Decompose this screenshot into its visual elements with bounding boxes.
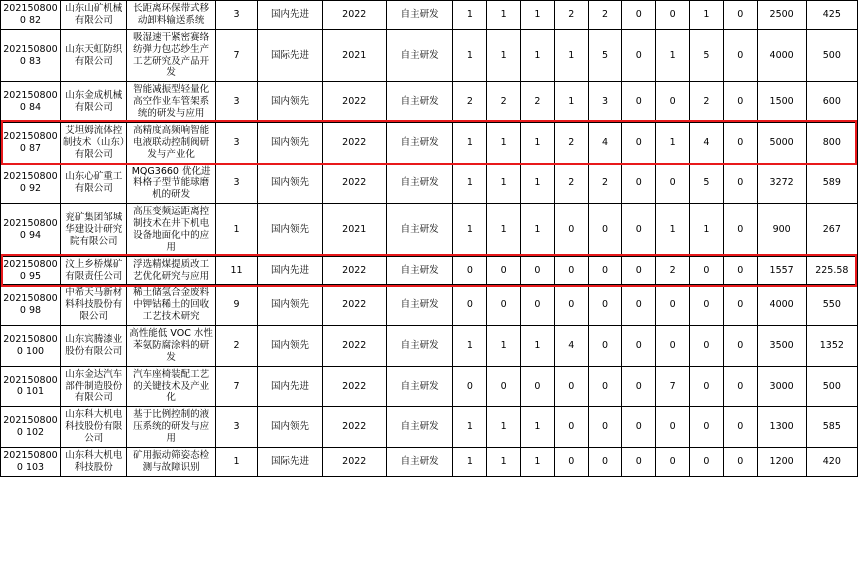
cell-org[interactable]: 中希天马新材料科技股份有限公司	[60, 285, 127, 326]
cell-org[interactable]: 山东山矿机械有限公司	[60, 1, 127, 30]
cell-project[interactable]: 矿用振动筛姿态检测与故障识别	[127, 447, 215, 476]
cell-v2[interactable]: 1	[487, 407, 521, 448]
cell-v9[interactable]: 0	[723, 204, 757, 257]
cell-v5[interactable]: 0	[588, 447, 622, 476]
cell-project[interactable]: 高压变频运距离控制技术在井下机电设备地面化中的应用	[127, 204, 215, 257]
cell-v1[interactable]: 0	[453, 366, 487, 407]
cell-org[interactable]: 山东金达汽车部件制造股份有限公司	[60, 366, 127, 407]
cell-v6[interactable]: 0	[622, 407, 656, 448]
cell-amount[interactable]: 1352	[806, 326, 857, 367]
cell-mode[interactable]: 自主研发	[386, 366, 453, 407]
cell-v7[interactable]: 0	[656, 447, 690, 476]
cell-year[interactable]: 2022	[322, 122, 386, 163]
table-row[interactable]	[1, 366, 858, 407]
cell-v6[interactable]: 0	[622, 29, 656, 82]
cell-amount[interactable]: 550	[806, 285, 857, 326]
table-body	[1, 1, 858, 477]
cell-org[interactable]: 艾坦姆流体控制技术（山东）有限公司	[60, 122, 127, 163]
cell-year[interactable]: 2022	[322, 163, 386, 204]
cell-v8[interactable]: 0	[690, 326, 724, 367]
cell-v3[interactable]: 1	[521, 204, 555, 257]
cell-v2[interactable]: 1	[487, 447, 521, 476]
cell-v6[interactable]: 0	[622, 256, 656, 285]
cell-v9[interactable]: 0	[723, 256, 757, 285]
cell-v7[interactable]: 7	[656, 366, 690, 407]
cell-id[interactable]: 2021508000 82	[1, 1, 61, 30]
table-row[interactable]	[1, 122, 858, 163]
cell-mode[interactable]: 自主研发	[386, 1, 453, 30]
cell-project[interactable]: 智能减振型轻量化高空作业车管架系统的研发与应用	[127, 82, 215, 123]
cell-level[interactable]: 国际先进	[258, 447, 322, 476]
cell-project[interactable]: 浮选精煤提质改工艺优化研究与应用	[127, 256, 215, 285]
cell-v4[interactable]: 1	[554, 82, 588, 123]
cell-v3[interactable]: 1	[521, 122, 555, 163]
cell-v4[interactable]: 4	[554, 326, 588, 367]
cell-v7[interactable]: 1	[656, 29, 690, 82]
cell-v9[interactable]: 0	[723, 326, 757, 367]
cell-project[interactable]: 汽车座椅装配工艺的关键技术及产业化	[127, 366, 215, 407]
cell-count[interactable]: 11	[215, 256, 258, 285]
cell-v9[interactable]: 0	[723, 122, 757, 163]
cell-money[interactable]: 3500	[757, 326, 806, 367]
cell-v3[interactable]: 1	[521, 326, 555, 367]
cell-v5[interactable]: 0	[588, 256, 622, 285]
cell-v7[interactable]: 0	[656, 1, 690, 30]
cell-money[interactable]: 5000	[757, 122, 806, 163]
cell-v7[interactable]: 0	[656, 326, 690, 367]
cell-money[interactable]: 2500	[757, 1, 806, 30]
cell-v3[interactable]: 1	[521, 407, 555, 448]
cell-id[interactable]: 2021508000 87	[1, 122, 61, 163]
cell-v5[interactable]: 0	[588, 407, 622, 448]
table-row[interactable]	[1, 1, 858, 30]
cell-year[interactable]: 2022	[322, 285, 386, 326]
cell-v5[interactable]: 0	[588, 366, 622, 407]
cell-v5[interactable]: 2	[588, 163, 622, 204]
cell-mode[interactable]: 自主研发	[386, 163, 453, 204]
cell-amount[interactable]: 425	[806, 1, 857, 30]
cell-v4[interactable]: 2	[554, 1, 588, 30]
table-row[interactable]	[1, 326, 858, 367]
cell-money[interactable]: 1557	[757, 256, 806, 285]
cell-count[interactable]: 9	[215, 285, 258, 326]
cell-amount[interactable]: 800	[806, 122, 857, 163]
cell-v6[interactable]: 0	[622, 447, 656, 476]
table-row[interactable]	[1, 256, 858, 285]
cell-level[interactable]: 国内先进	[258, 1, 322, 30]
cell-v8[interactable]: 5	[690, 163, 724, 204]
cell-v3[interactable]: 0	[521, 366, 555, 407]
cell-v3[interactable]: 0	[521, 256, 555, 285]
cell-v7[interactable]: 0	[656, 285, 690, 326]
cell-mode[interactable]: 自主研发	[386, 326, 453, 367]
cell-project[interactable]: MQG3660 优化进料格子型节能球磨机的研发	[127, 163, 215, 204]
cell-level[interactable]: 国内领先	[258, 285, 322, 326]
cell-v6[interactable]: 0	[622, 163, 656, 204]
cell-v1[interactable]: 1	[453, 407, 487, 448]
cell-v6[interactable]: 0	[622, 82, 656, 123]
cell-v1[interactable]: 1	[453, 163, 487, 204]
cell-level[interactable]: 国内领先	[258, 82, 322, 123]
cell-level[interactable]: 国内领先	[258, 407, 322, 448]
cell-v4[interactable]: 0	[554, 204, 588, 257]
cell-v4[interactable]: 0	[554, 366, 588, 407]
cell-v4[interactable]: 0	[554, 256, 588, 285]
cell-v1[interactable]: 1	[453, 1, 487, 30]
cell-amount[interactable]: 225.58	[806, 256, 857, 285]
cell-v8[interactable]: 0	[690, 366, 724, 407]
table-row[interactable]	[1, 407, 858, 448]
cell-v1[interactable]: 1	[453, 29, 487, 82]
cell-mode[interactable]: 自主研发	[386, 122, 453, 163]
cell-id[interactable]: 2021508000 101	[1, 366, 61, 407]
cell-v7[interactable]: 0	[656, 407, 690, 448]
cell-id[interactable]: 2021508000 98	[1, 285, 61, 326]
cell-money[interactable]: 4000	[757, 29, 806, 82]
cell-v9[interactable]: 0	[723, 407, 757, 448]
cell-project[interactable]: 吸湿速干紧密赛络纺弹力包芯纱生产工艺研究及产品开发	[127, 29, 215, 82]
cell-v4[interactable]: 0	[554, 447, 588, 476]
cell-count[interactable]: 7	[215, 366, 258, 407]
cell-amount[interactable]: 420	[806, 447, 857, 476]
cell-count[interactable]: 2	[215, 326, 258, 367]
cell-year[interactable]: 2022	[322, 256, 386, 285]
cell-year[interactable]: 2022	[322, 366, 386, 407]
cell-org[interactable]: 山东心矿重工有限公司	[60, 163, 127, 204]
cell-money[interactable]: 4000	[757, 285, 806, 326]
cell-org[interactable]: 山东天虹防织有限公司	[60, 29, 127, 82]
cell-project[interactable]: 高性能低 VOC 水性苯氨防腐涂料的研发	[127, 326, 215, 367]
cell-v7[interactable]: 1	[656, 204, 690, 257]
cell-count[interactable]: 3	[215, 82, 258, 123]
cell-year[interactable]: 2022	[322, 447, 386, 476]
cell-v1[interactable]: 0	[453, 256, 487, 285]
cell-v3[interactable]: 1	[521, 29, 555, 82]
cell-count[interactable]: 1	[215, 447, 258, 476]
cell-v9[interactable]: 0	[723, 447, 757, 476]
cell-v5[interactable]: 0	[588, 204, 622, 257]
cell-id[interactable]: 2021508000 103	[1, 447, 61, 476]
cell-org[interactable]: 山东宾腾漆业股份有限公司	[60, 326, 127, 367]
cell-count[interactable]: 7	[215, 29, 258, 82]
table-row[interactable]	[1, 447, 858, 476]
cell-v4[interactable]: 2	[554, 122, 588, 163]
cell-v4[interactable]: 0	[554, 285, 588, 326]
cell-id[interactable]: 2021508000 83	[1, 29, 61, 82]
cell-v7[interactable]: 2	[656, 256, 690, 285]
cell-count[interactable]: 3	[215, 1, 258, 30]
cell-v3[interactable]: 1	[521, 163, 555, 204]
cell-project[interactable]: 基于比例控制的液压系统的研发与应用	[127, 407, 215, 448]
cell-v3[interactable]: 2	[521, 82, 555, 123]
cell-v8[interactable]: 0	[690, 407, 724, 448]
cell-v6[interactable]: 0	[622, 122, 656, 163]
cell-v2[interactable]: 1	[487, 1, 521, 30]
cell-money[interactable]: 3272	[757, 163, 806, 204]
cell-v4[interactable]: 0	[554, 407, 588, 448]
cell-v9[interactable]: 0	[723, 163, 757, 204]
cell-amount[interactable]: 500	[806, 366, 857, 407]
cell-amount[interactable]: 589	[806, 163, 857, 204]
cell-count[interactable]: 3	[215, 163, 258, 204]
cell-project[interactable]: 高精度高频响智能电液联动控制阀研发与产业化	[127, 122, 215, 163]
cell-v1[interactable]: 1	[453, 326, 487, 367]
cell-v2[interactable]: 1	[487, 326, 521, 367]
cell-v9[interactable]: 0	[723, 285, 757, 326]
table-row[interactable]	[1, 204, 858, 257]
cell-year[interactable]: 2021	[322, 204, 386, 257]
cell-project[interactable]: 长距离环保带式移动卸料输送系统	[127, 1, 215, 30]
cell-level[interactable]: 国内领先	[258, 163, 322, 204]
table-row[interactable]	[1, 29, 858, 82]
cell-v8[interactable]: 1	[690, 204, 724, 257]
cell-year[interactable]: 2022	[322, 407, 386, 448]
cell-count[interactable]: 3	[215, 122, 258, 163]
cell-v2[interactable]: 0	[487, 256, 521, 285]
cell-level[interactable]: 国内先进	[258, 366, 322, 407]
cell-id[interactable]: 2021508000 84	[1, 82, 61, 123]
cell-id[interactable]: 2021508000 94	[1, 204, 61, 257]
cell-v8[interactable]: 0	[690, 285, 724, 326]
cell-money[interactable]: 900	[757, 204, 806, 257]
cell-v2[interactable]: 0	[487, 366, 521, 407]
cell-level[interactable]: 国际先进	[258, 29, 322, 82]
cell-amount[interactable]: 600	[806, 82, 857, 123]
cell-v8[interactable]: 2	[690, 82, 724, 123]
cell-id[interactable]: 2021508000 102	[1, 407, 61, 448]
cell-org[interactable]: 兖矿集团邹城华建设计研究院有限公司	[60, 204, 127, 257]
cell-v7[interactable]: 0	[656, 163, 690, 204]
table-row[interactable]	[1, 285, 858, 326]
cell-v1[interactable]: 1	[453, 122, 487, 163]
cell-org[interactable]: 山东科大机电科技股份有限公司	[60, 407, 127, 448]
cell-level[interactable]: 国内先进	[258, 256, 322, 285]
cell-level[interactable]: 国内领先	[258, 326, 322, 367]
cell-v2[interactable]: 1	[487, 163, 521, 204]
cell-v5[interactable]: 0	[588, 285, 622, 326]
cell-year[interactable]: 2022	[322, 1, 386, 30]
table-row[interactable]	[1, 82, 858, 123]
cell-money[interactable]: 1300	[757, 407, 806, 448]
cell-v7[interactable]: 0	[656, 82, 690, 123]
cell-v6[interactable]: 0	[622, 366, 656, 407]
cell-v2[interactable]: 0	[487, 285, 521, 326]
cell-count[interactable]: 1	[215, 204, 258, 257]
cell-v9[interactable]: 0	[723, 29, 757, 82]
cell-money[interactable]: 3000	[757, 366, 806, 407]
cell-money[interactable]: 1500	[757, 82, 806, 123]
cell-v5[interactable]: 4	[588, 122, 622, 163]
cell-mode[interactable]: 自主研发	[386, 407, 453, 448]
cell-level[interactable]: 国内领先	[258, 122, 322, 163]
table-row[interactable]	[1, 163, 858, 204]
cell-amount[interactable]: 585	[806, 407, 857, 448]
cell-v4[interactable]: 1	[554, 29, 588, 82]
cell-v8[interactable]: 1	[690, 1, 724, 30]
cell-amount[interactable]: 500	[806, 29, 857, 82]
cell-v3[interactable]: 1	[521, 447, 555, 476]
cell-v9[interactable]: 0	[723, 1, 757, 30]
cell-v2[interactable]: 1	[487, 122, 521, 163]
cell-v8[interactable]: 0	[690, 447, 724, 476]
cell-org[interactable]: 汶上乡桥煤矿有限责任公司	[60, 256, 127, 285]
cell-amount[interactable]: 267	[806, 204, 857, 257]
cell-v5[interactable]: 2	[588, 1, 622, 30]
cell-mode[interactable]: 自主研发	[386, 447, 453, 476]
cell-mode[interactable]: 自主研发	[386, 285, 453, 326]
cell-mode[interactable]: 自主研发	[386, 82, 453, 123]
cell-v1[interactable]: 1	[453, 204, 487, 257]
cell-money[interactable]: 1200	[757, 447, 806, 476]
cell-v3[interactable]: 0	[521, 285, 555, 326]
cell-v6[interactable]: 0	[622, 285, 656, 326]
cell-v1[interactable]: 2	[453, 82, 487, 123]
cell-v6[interactable]: 0	[622, 326, 656, 367]
cell-year[interactable]: 2022	[322, 326, 386, 367]
cell-v2[interactable]: 2	[487, 82, 521, 123]
cell-mode[interactable]: 自主研发	[386, 256, 453, 285]
cell-v5[interactable]: 0	[588, 326, 622, 367]
cell-v2[interactable]: 1	[487, 204, 521, 257]
cell-v9[interactable]: 0	[723, 82, 757, 123]
cell-v1[interactable]: 1	[453, 447, 487, 476]
cell-count[interactable]: 3	[215, 407, 258, 448]
cell-v2[interactable]: 1	[487, 29, 521, 82]
cell-v9[interactable]: 0	[723, 366, 757, 407]
cell-id[interactable]: 2021508000 92	[1, 163, 61, 204]
cell-v6[interactable]: 0	[622, 1, 656, 30]
cell-v8[interactable]: 4	[690, 122, 724, 163]
cell-id[interactable]: 2021508000 95	[1, 256, 61, 285]
cell-mode[interactable]: 自主研发	[386, 29, 453, 82]
cell-v1[interactable]: 0	[453, 285, 487, 326]
cell-v8[interactable]: 5	[690, 29, 724, 82]
cell-mode[interactable]: 自主研发	[386, 204, 453, 257]
cell-v7[interactable]: 1	[656, 122, 690, 163]
cell-org[interactable]: 山东金成机械有限公司	[60, 82, 127, 123]
cell-org[interactable]: 山东科大机电科技股份	[60, 447, 127, 476]
cell-level[interactable]: 国内领先	[258, 204, 322, 257]
cell-v6[interactable]: 0	[622, 204, 656, 257]
cell-v4[interactable]: 2	[554, 163, 588, 204]
cell-v8[interactable]: 0	[690, 256, 724, 285]
cell-project[interactable]: 稀土储氢合金废料中钾钴稀土的回收工艺技术研究	[127, 285, 215, 326]
cell-id[interactable]: 2021508000 100	[1, 326, 61, 367]
cell-v5[interactable]: 3	[588, 82, 622, 123]
cell-v5[interactable]: 5	[588, 29, 622, 82]
cell-year[interactable]: 2021	[322, 29, 386, 82]
cell-v3[interactable]: 1	[521, 1, 555, 30]
cell-year[interactable]: 2022	[322, 82, 386, 123]
